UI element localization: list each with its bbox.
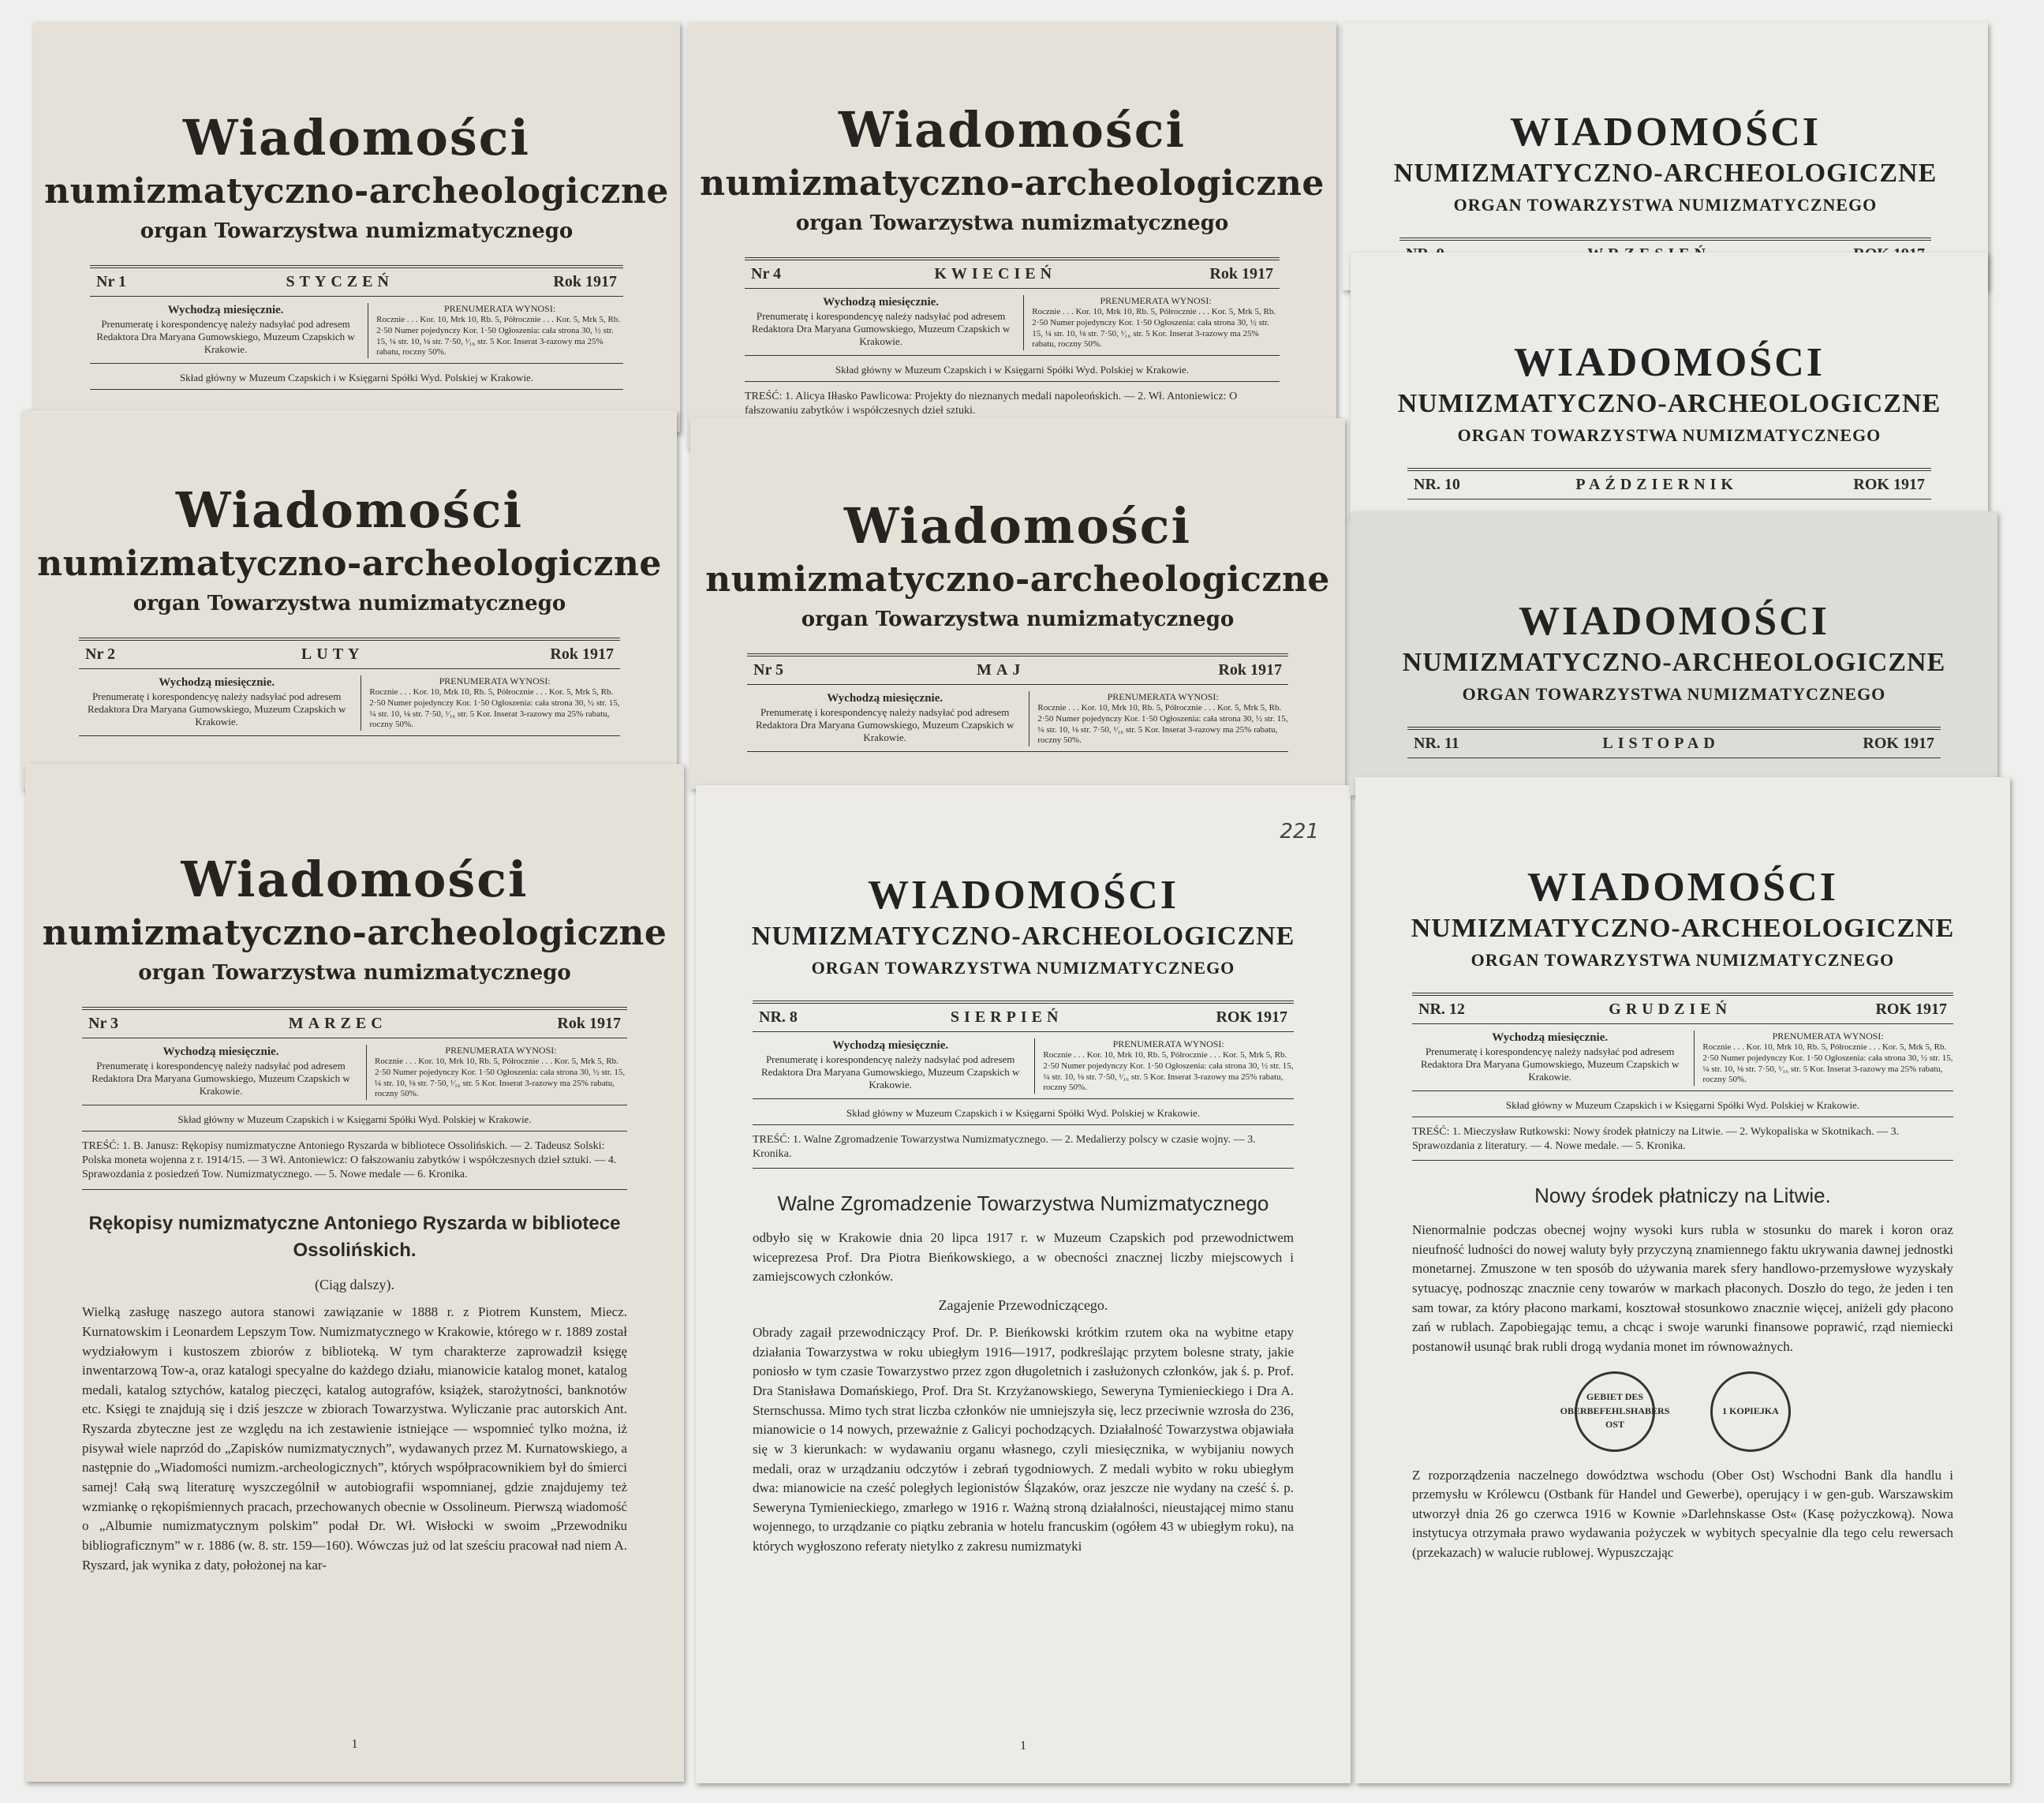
issue-bar xyxy=(747,653,1288,685)
info-block xyxy=(1412,1031,1953,1091)
article-body: Obrady zagaił przewodniczący Prof. Dr. P. Bieńkowski krótkim rzutem oka na wybitne etapy działania Towarzystwa w roku ubiegłym 1916—1917, podkreślając przytem bolesne straty, jakie poniosło w tym czasie Towarzystwo przez zgon długoletnich i zasłużonych członków, jak ś. p. Prof. Dra Stanisława Domańskiego, Prof. Dra St. Krzyżanowskiego, Seweryna Tymienieckiego i Dra A. Sternschussa. Mimo tych strat liczba członków nie umniejszyła się, lecz przeciwnie wzrosła do 236, mianowicie o 14 nowych, przeważnie z Galicyi pochodzących. Działalność Towarzystwa objawiała się w 3 kierunkach: w wydawaniu organu własnego, czyli miesięcznika, w wybijaniu nowych medali, oraz w urządzaniu odczytów i zebrań tygodniowych. Z medali wybito w roku ubiegłym dwa: mianowicie na cześć poległych legionistów Ślązaków, oraz jeszcze nie wydany na cześć ś. p. Seweryna Tymienieckiego, zmarłego w 1916 r. Ważną stroną działalności, nieustającej mimo stanu wojennego, to urządzanie co piątku zebrania w hotelu francuskim (ogółem 43 w ubiegłym roku), na których wygłoszono referaty nietylko z zakresu numizmatyki xyxy=(753,1325,1294,1554)
title-line1: Wiadomości xyxy=(843,497,1192,555)
sklad-line: Skład główny w Muzeum Czapskich i w Księgarni Spółki Wyd. Polskiej w Krakowie. xyxy=(90,372,623,390)
issue-year: ROK 1917 xyxy=(1853,476,1925,493)
info-heading: Wychodzą miesięcznie. xyxy=(827,692,944,705)
info-block xyxy=(82,1045,627,1105)
info-block xyxy=(753,1038,1294,1099)
coin-images xyxy=(1412,1371,1953,1452)
table-of-contents: TREŚĆ: 1. Mieczysław Rutkowski: Nowy środek płatniczy na Litwie. — 2. Wykopaliska w Skotnikach. — 3. Sprawozdania z literatury. — 4. Nowe medale. — 5. Kronika. xyxy=(1412,1125,1953,1161)
issue-month: PAŹDZIERNIK xyxy=(1575,476,1738,493)
info-text: Prenumeratę i korespondencyę należy nadsyłać pod adresem Redaktora Dra Maryana Gumowskiego, Muzeum Czapskich w Krakowie. xyxy=(96,317,355,356)
title-line1: WIADOMOŚCI xyxy=(1518,599,1830,644)
issue-nr10 xyxy=(1351,252,1988,521)
issue-month: MAJ xyxy=(977,661,1026,679)
title-line3: ORGAN TOWARZYSTWA NUMIZMATYCZNEGO xyxy=(1462,684,1886,704)
subscription-text: Rocznie . . . Kor. 10, Mrk 10, Rb. 5, Półrocznie . . . Kor. 5, Mrk 5, Rb. 2·50 Numer pojedynczy Kor. 1·50 Ogłoszenia: cała strona 30, ½ str. 15, ¼ str. 10, ⅛ str. 7·50, ¹⁄₁₆ str. 5 Kor. Inserat 3-razowy ma 25% rabatu, roczny 50%. xyxy=(375,1057,626,1099)
issue-number: Nr 2 xyxy=(85,645,115,663)
title-line1: Wiadomości xyxy=(181,851,529,908)
article-title: Nowy środek płatniczy na Litwie. xyxy=(1534,1184,1831,1208)
title-line1: Wiadomości xyxy=(175,481,524,539)
issue-number: NR. 8 xyxy=(759,1008,798,1026)
issue-number: NR. 11 xyxy=(1414,735,1459,752)
info-text: Prenumeratę i korespondencyę należy nadsyłać pod adresem Redaktora Dra Maryana Gumowskiego, Muzeum Czapskich w Krakowie. xyxy=(751,309,1011,348)
title-line3: organ Towarzystwa numizmatycznego xyxy=(133,592,566,615)
title-line3: organ Towarzystwa numizmatycznego xyxy=(140,219,574,243)
title-line1: Wiadomości xyxy=(838,101,1186,159)
issue-nr8 xyxy=(696,785,1351,1783)
sklad-line: Skład główny w Muzeum Czapskich i w Księgarni Spółki Wyd. Polskiej w Krakowie. xyxy=(753,1107,1294,1125)
issue-nr11 xyxy=(1351,511,1997,795)
title-line2: NUMIZMATYCZNO-ARCHEOLOGICZNE xyxy=(1397,389,1941,418)
sklad-line: Skład główny w Muzeum Czapskich i w Księgarni Spółki Wyd. Polskiej w Krakowie. xyxy=(82,1113,627,1132)
sklad-line: Skład główny w Muzeum Czapskich i w Księgarni Spółki Wyd. Polskiej w Krakowie. xyxy=(1412,1099,1953,1117)
title-line3: ORGAN TOWARZYSTWA NUMIZMATYCZNEGO xyxy=(1457,425,1881,445)
issue-number: Nr 3 xyxy=(88,1015,118,1032)
info-text: Prenumeratę i korespondencyę należy nadsyłać pod adresem Redaktora Dra Maryana Gumowskiego, Muzeum Czapskich w Krakowie. xyxy=(92,1059,350,1098)
issue-nr1 xyxy=(33,22,680,432)
article-title: Rękopisy numizmatyczne Antoniego Ryszarda w bibliotece Ossolińskich. xyxy=(88,1212,621,1262)
subscription-text: Rocznie . . . Kor. 10, Mrk 10, Rb. 5, Półrocznie . . . Kor. 5, Mrk 5, Rb. 2·50 Numer pojedynczy Kor. 1·50 Ogłoszenia: cała strona 30, ½ str. 15, ¼ str. 10, ⅛ str. 7·50, ¹⁄₁₆ str. 5 Kor. Inserat 3-razowy ma 25% rabatu, roczny 50%. xyxy=(376,315,621,357)
title-line2: NUMIZMATYCZNO-ARCHEOLOGICZNE xyxy=(1402,648,1946,677)
issue-year: ROK 1917 xyxy=(1216,1008,1287,1026)
issue-nr4 xyxy=(688,22,1336,448)
sklad-line: Skład główny w Muzeum Czapskich i w Księgarni Spółki Wyd. Polskiej w Krakowie. xyxy=(745,364,1280,382)
coin-obverse: GEBIET DES OBERBEFEHLSHABERS OST xyxy=(1575,1371,1655,1452)
issue-nr5 xyxy=(690,418,1345,789)
article-body: Nienormalnie podczas obecnej wojny wysoki kurs rubla w stosunku do marek i koron oraz nieufność ludności do nowej waluty były przyczyną znamiennego faktu ukrywania dawnej jednostki monetarnej. Zmuszone w ten sposób do używania marek sfery handlowo-przemysłowe wyzyskały sytuacyę, podnosząc znacznie ceny towarów w markach płaconych. Doszło do tego, że jeden i ten sam towar, za który płacono markami, kosztował stosunkowo znacznie więcej, aniżeli gdy płacono zań w rublach. Zapobiegając temu, a chcąc i swoje warunki finansowe poprawić, rząd niemiecki postanowił usunąć brak rubli drogą wydania monet im równoważnych. xyxy=(1412,1222,1953,1354)
issue-bar xyxy=(79,638,620,669)
title-line3: organ Towarzystwa numizmatycznego xyxy=(138,961,571,985)
info-heading: Wychodzą miesięcznie. xyxy=(167,304,284,316)
page-number: 1 xyxy=(351,1738,358,1751)
subscription-text: Rocznie . . . Kor. 10, Mrk 10, Rb. 5, Półrocznie . . . Kor. 5, Mrk 5, Rb. 2·50 Numer pojedynczy Kor. 1·50 Ogłoszenia: cała strona 30, ½ str. 15, ¼ str. 10, ⅛ str. 7·50, ¹⁄₁₆ str. 5 Kor. Inserat 3-razowy ma 25% rabatu, roczny 50%. xyxy=(1702,1042,1953,1085)
title-line2: numizmatyczno-archeologiczne xyxy=(44,171,669,211)
issue-number: Nr 5 xyxy=(753,661,783,679)
issue-bar xyxy=(1407,727,1941,758)
title-line1: WIADOMOŚCI xyxy=(1513,340,1825,385)
page-number: 1 xyxy=(1020,1739,1026,1753)
info-text: Prenumeratę i korespondencyę należy nadsyłać pod adresem Redaktora Dra Maryana Gumowskiego, Muzeum Czapskich w Krakowie. xyxy=(755,705,1015,744)
issue-year: Rok 1917 xyxy=(550,645,614,663)
article xyxy=(753,1189,1294,1556)
title-line3: organ Towarzystwa numizmatycznego xyxy=(801,608,1235,631)
title-line3: ORGAN TOWARZYSTWA NUMIZMATYCZNEGO xyxy=(1470,950,1895,970)
info-text: Prenumeratę i korespondencyę należy nadsyłać pod adresem Redaktora Dra Maryana Gumowskiego, Muzeum Czapskich w Krakowie. xyxy=(760,1053,1020,1091)
title-line2: numizmatyczno-archeologiczne xyxy=(700,163,1325,204)
issue-year: Rok 1917 xyxy=(1209,265,1273,282)
issue-month: KWIECIEŃ xyxy=(934,265,1057,282)
title-line3: ORGAN TOWARZYSTWA NUMIZMATYCZNEGO xyxy=(811,958,1235,978)
info-heading: Wychodzą miesięcznie. xyxy=(823,296,940,309)
issue-year: ROK 1917 xyxy=(1863,735,1934,752)
title-line1: WIADOMOŚCI xyxy=(1509,110,1822,155)
subscription-text: Rocznie . . . Kor. 10, Mrk 10, Rb. 5, Półrocznie . . . Kor. 5, Mrk 5, Rb. 2·50 Numer pojedynczy Kor. 1·50 Ogłoszenia: cała strona 30, ½ str. 15, ¼ str. 10, ⅛ str. 7·50, ¹⁄₁₆ str. 5 Kor. Inserat 3-razowy ma 25% rabatu, roczny 50%. xyxy=(1043,1050,1294,1093)
issue-bar xyxy=(745,257,1280,289)
issue-month: GRUDZIEŃ xyxy=(1609,1001,1732,1018)
info-block xyxy=(90,303,623,364)
issue-nr2 xyxy=(22,410,677,789)
info-heading: Wychodzą miesięcznie. xyxy=(159,676,275,689)
issue-number: NR. 10 xyxy=(1414,476,1460,493)
title-line2: numizmatyczno-archeologiczne xyxy=(705,559,1330,600)
article xyxy=(82,1210,627,1576)
issue-year: Rok 1917 xyxy=(553,273,617,290)
issue-number: Nr 1 xyxy=(96,273,126,290)
issue-month: STYCZEŃ xyxy=(286,273,394,290)
table-of-contents: TREŚĆ: 1. Walne Zgromadzenie Towarzystwa Numizmatycznego. — 2. Medalierzy polscy w czasie wojny. — 3. Kronika. xyxy=(753,1133,1294,1169)
issue-number: NR. 12 xyxy=(1418,1001,1465,1018)
issue-bar xyxy=(82,1007,627,1038)
title-line2: NUMIZMATYCZNO-ARCHEOLOGICZNE xyxy=(1411,914,1955,943)
subscription-text: Rocznie . . . Kor. 10, Mrk 10, Rb. 5, Półrocznie . . . Kor. 5, Mrk 5, Rb. 2·50 Numer pojedynczy Kor. 1·50 Ogłoszenia: cała strona 30, ½ str. 15, ¼ str. 10, ⅛ str. 7·50, ¹⁄₁₆ str. 5 Kor. Inserat 3-razowy ma 25% rabatu, roczny 50%. xyxy=(369,687,620,730)
issue-year: ROK 1917 xyxy=(1875,1001,1947,1018)
info-block xyxy=(745,295,1280,356)
info-text: Prenumeratę i korespondencyę należy nadsyłać pod adresem Redaktora Dra Maryana Gumowskiego, Muzeum Czapskich w Krakowie. xyxy=(87,690,346,728)
info-block xyxy=(79,675,620,736)
article-body-continued: Z rozporządzenia naczelnego dowództwa wschodu (Ober Ost) Wschodni Bank dla handlu i przemysłu w Królewcu (Ostbank für Handel und Gewerbe), operujący i w gen-gub. Warszawskim utworzył dnia 26 go czerwca 1916 w Kownie »Darlehnskasse Ost« (Kasę pożyczkową). Nowa instytucya otrzymała prawo wydawania pożyczek w wybitych specyalnie dla tego celu rewersach (przekazach) w walucie rublowej. Wypuszczając xyxy=(1412,1467,1953,1561)
article-subtitle: Zagajenie Przewodniczącego. xyxy=(938,1296,1108,1313)
title-line3: organ Towarzystwa numizmatycznego xyxy=(795,211,1229,235)
subscription-heading: PRENUMERATA WYNOSI: xyxy=(1100,295,1212,306)
issue-bar xyxy=(753,1001,1294,1032)
title-line2: NUMIZMATYCZNO-ARCHEOLOGICZNE xyxy=(751,922,1295,951)
subscription-text: Rocznie . . . Kor. 10, Mrk 10, Rb. 5, Półrocznie . . . Kor. 5, Mrk 5, Rb. 2·50 Numer pojedynczy Kor. 1·50 Ogłoszenia: cała strona 30, ½ str. 15, ¼ str. 10, ⅛ str. 7·50, ¹⁄₁₆ str. 5 Kor. Inserat 3-razowy ma 25% rabatu, roczny 50%. xyxy=(1032,307,1276,350)
title-line2: numizmatyczno-archeologiczne xyxy=(37,544,662,584)
subscription-heading: PRENUMERATA WYNOSI: xyxy=(1107,691,1219,702)
title-line1: WIADOMOŚCI xyxy=(1526,865,1839,910)
title-line2: numizmatyczno-archeologiczne xyxy=(42,913,667,953)
article-title: Walne Zgromadzenie Towarzystwa Numizmatycznego xyxy=(777,1191,1269,1216)
subscription-heading: PRENUMERATA WYNOSI: xyxy=(1112,1038,1224,1049)
table-of-contents: TREŚĆ: 1. Alicya Iłłasko Pawlicowa: Projekty do nieznanych medali napoleońskich. — 2. Wł. Antoniewicz: O fałszowaniu zabytków i współczesnych dzieł sztuki. xyxy=(745,390,1280,425)
info-heading: Wychodzą miesięcznie. xyxy=(1492,1031,1609,1044)
issue-bar xyxy=(1412,993,1953,1024)
handwritten-note: 221 xyxy=(1280,820,1319,844)
title-line1: WIADOMOŚCI xyxy=(867,873,1179,918)
article-subtitle: (Ciąg dalszy). xyxy=(315,1277,394,1293)
issue-year: Rok 1917 xyxy=(557,1015,621,1032)
issue-bar xyxy=(1407,468,1931,499)
info-heading: Wychodzą miesięcznie. xyxy=(832,1039,949,1052)
info-block xyxy=(747,691,1288,752)
article xyxy=(1412,1181,1953,1562)
article-lead: odbyło się w Krakowie dnia 20 lipca 1917 r. w Muzeum Czapskich pod przewodnictwem wiceprezesa Prof. Dra Piotra Bieńkowskiego, a w obecności znacznej liczby miejscowych i zamiejscowych członków. xyxy=(753,1230,1294,1285)
issue-nr12 xyxy=(1355,777,2010,1783)
issue-bar xyxy=(90,265,623,297)
title-line1: Wiadomości xyxy=(182,109,531,166)
title-line2: NUMIZMATYCZNO-ARCHEOLOGICZNE xyxy=(1393,159,1938,188)
table-of-contents: TREŚĆ: 1. B. Janusz: Rękopisy numizmatyczne Antoniego Ryszarda w bibliotece Ossolińskich. — 2. Tadeusz Solski: Polska moneta wojenna z r. 1914/15. — 3 Wł. Antoniewicz: O fałszowaniu zabytków i współczesnych dzieł sztuki. — 4. Sprawozdania z posiedzeń Tow. Numizmatycznego. — 5. Nowe medale — 6. Kronika. xyxy=(82,1139,627,1190)
info-heading: Wychodzą miesięcznie. xyxy=(163,1046,279,1058)
subscription-heading: PRENUMERATA WYNOSI: xyxy=(443,303,556,314)
subscription-heading: PRENUMERATA WYNOSI: xyxy=(1772,1031,1884,1042)
coin-reverse: 1 KOPIEJKA xyxy=(1710,1371,1791,1452)
subscription-text: Rocznie . . . Kor. 10, Mrk 10, Rb. 5, Półrocznie . . . Kor. 5, Mrk 5, Rb. 2·50 Numer pojedynczy Kor. 1·50 Ogłoszenia: cała strona 30, ½ str. 15, ¼ str. 10, ⅛ str. 7·50, ¹⁄₁₆ str. 5 Kor. Inserat 3-razowy ma 25% rabatu, roczny 50%. xyxy=(1037,703,1288,746)
title-line3: ORGAN TOWARZYSTWA NUMIZMATYCZNEGO xyxy=(1453,195,1878,215)
issue-number: Nr 4 xyxy=(751,265,781,282)
issue-year: Rok 1917 xyxy=(1218,661,1282,679)
issue-nr9 xyxy=(1343,22,1988,290)
issue-month: SIERPIEŃ xyxy=(950,1008,1063,1026)
issue-nr3 xyxy=(25,764,684,1782)
info-text: Prenumeratę i korespondencyę należy nadsyłać pod adresem Redaktora Dra Maryana Gumowskiego, Muzeum Czapskich w Krakowie. xyxy=(1420,1045,1680,1083)
article-body: Wielką zasługę naszego autora stanowi zawiązanie w 1888 r. z Piotrem Kunstem, Miecz. Kurnatowskim i Leonardem Lepszym Tow. Numizmatycznego w Krakowie, którego w r. 1889 został wydziałowym i kustoszem zbiorów z biblioteką. W tym charakterze zaprowadził księgę inwentarzową Tow-a, oraz katalogi specyalne do każdego działu, mianowicie katalog monet, katalog medali, katalog sztychów, katalog pieczęci, katalog autografów, książek, starożytności, banknotów etc. Księgi te znajdują się i dziś jeszcze w zbiorach Towarzystwa. Wyliczanie prac autorskich Ant. Ryszarda zbyteczne jest ze względu na ich zestawienie istniejące — wspomnieć tylko można, iż pisywał wiele naprzód do „Zapisków numizmatycznych”, wydawanych przez M. Kurnatowskiego, a następnie do „Wiadomości numizm.-archeologicznych”, których współpracownikiem był do śmierci samej! Całą swą literaturę wyszczególnił w autobiografii wspomnianej, gdzie znajdujemy też wzmiankę o rękopiśmiennych pracach, przechowanych obecnie w Ossolineum. Pierwszą wiadomość o „Albumie numizmatycznym polskim” podał Dr. Wł. Wisłocki w swoim „Przewodniku bibliograficznym” w r. 1886 (w. 8. str. 159—160). Wówczas już od lat sześciu pracował nad niem A. Ryszard, jak wynika z daty, położonej na kar- xyxy=(82,1304,627,1573)
subscription-heading: PRENUMERATA WYNOSI: xyxy=(439,675,551,686)
issue-month: LISTOPAD xyxy=(1602,735,1720,752)
issue-month: MARZEC xyxy=(288,1015,387,1032)
issue-month: LUTY xyxy=(301,645,364,663)
subscription-heading: PRENUMERATA WYNOSI: xyxy=(445,1045,557,1056)
